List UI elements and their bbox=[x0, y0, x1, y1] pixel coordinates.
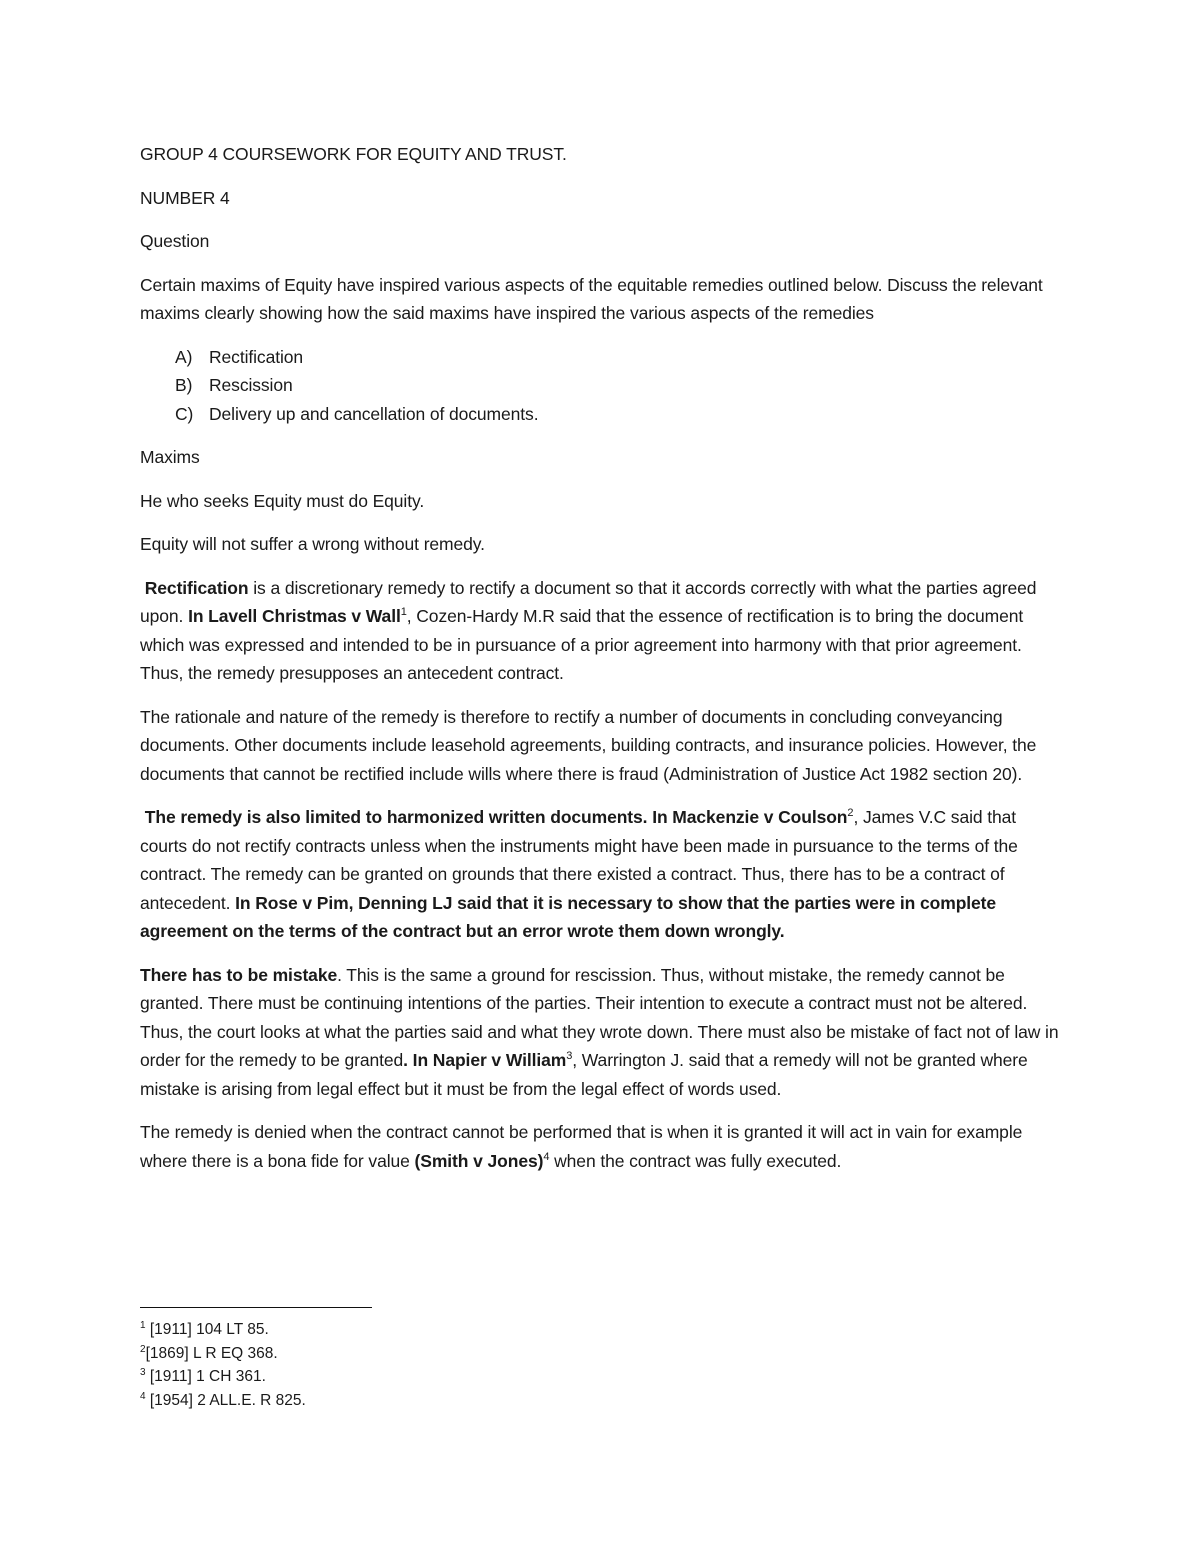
footnote-number: 4 bbox=[140, 1390, 146, 1402]
paragraph-text: The remedy is denied when the contract cannot be performed that is when it is granted it will act in vain for example where there is a bona fide for value bbox=[140, 1122, 1023, 1171]
case-name: . In Napier v William bbox=[403, 1050, 567, 1070]
paragraph-rectification bbox=[140, 574, 1060, 688]
question-number: NUMBER 4 bbox=[140, 187, 230, 208]
paragraph-text: , James V.C said that courts do not rectify contracts unless when the instruments might have been made in pursuance to the terms of the contract. The remedy can be granted on grounds that there existed a contract. Thus, there has to be a contract of antecedent. bbox=[140, 807, 1018, 913]
document-title: GROUP 4 COURSEWORK FOR EQUITY AND TRUST. bbox=[140, 144, 567, 164]
footnotes bbox=[140, 1318, 306, 1412]
footnote bbox=[140, 1389, 306, 1413]
footnote-separator bbox=[140, 1307, 372, 1308]
maxim-1: He who seeks Equity must do Equity. bbox=[140, 490, 425, 511]
list-item bbox=[140, 343, 1060, 372]
footnote-text: [1911] 104 LT 85. bbox=[145, 1321, 269, 1338]
footnote bbox=[140, 1342, 306, 1366]
footnote-text: [1869] L R EQ 368. bbox=[145, 1344, 278, 1362]
footnote-text: [1911] 1 CH 361. bbox=[145, 1368, 266, 1385]
question-heading: Question bbox=[140, 231, 210, 251]
footnote-number: 2 bbox=[140, 1343, 146, 1355]
question-text: Certain maxims of Equity have inspired various aspects of the equitable remedies outlined below. Discuss the relevant maxims clearly showing how the said maxims have inspired the various aspects of the remedies bbox=[140, 274, 1043, 323]
footnote bbox=[140, 1365, 306, 1389]
footnote-text: [1954] 2 ALL.E. R 825. bbox=[145, 1391, 306, 1409]
footnote-ref[interactable]: 2 bbox=[847, 807, 854, 820]
footnote-number: 3 bbox=[140, 1366, 146, 1378]
list-marker: A) bbox=[175, 346, 193, 367]
list-item bbox=[140, 371, 1060, 400]
paragraph-text: when the contract was fully executed. bbox=[549, 1150, 842, 1171]
document-body bbox=[140, 140, 1060, 1175]
list-item bbox=[140, 400, 1060, 429]
case-name: In Lavell Christmas v Wall bbox=[188, 606, 401, 626]
maxim-2: Equity will not suffer a wrong without remedy. bbox=[140, 534, 485, 554]
footnote-ref[interactable]: 1 bbox=[400, 606, 407, 619]
maxims-heading: Maxims bbox=[140, 447, 200, 467]
bold-term: Rectification bbox=[144, 577, 249, 598]
bold-term: There has to be mistake bbox=[140, 964, 338, 985]
list-marker: B) bbox=[175, 375, 193, 395]
footnote-ref[interactable]: 4 bbox=[543, 1150, 550, 1163]
paragraph-text: , Cozen-Hardy M.R said that the essence of rectification is to bring the document which was expressed and intended to be in pursuance of a prior agreement into harmony with that prior agreement. Thus, the remedy presupposes an antecedent contract. bbox=[140, 606, 1024, 683]
bold-statement: The remedy is also limited to harmonized written documents. In Mackenzie v Coulson bbox=[144, 807, 848, 827]
footnote-ref[interactable]: 3 bbox=[566, 1050, 573, 1063]
paragraph-text: . This is the same a ground for rescission. Thus, without mistake, the remedy cannot be granted. There must be continuing intentions of the parties. Their intention to execute a contract must not be altered. Thus, the court looks at what the parties said and what they wrote down. There must also be mistake of fact not of law in order for the remedy to be granted bbox=[140, 964, 1059, 1070]
list-item-text: Rescission bbox=[209, 375, 293, 395]
bold-statement: In Rose v Pim, Denning LJ said that it is necessary to show that the parties were in complete agreement on the terms of the contract but an error wrote them down wrongly. bbox=[140, 892, 997, 941]
paragraph-limitation bbox=[140, 803, 1060, 946]
paragraph-mistake bbox=[140, 961, 1060, 1104]
case-name: (Smith v Jones) bbox=[414, 1150, 544, 1171]
list-item-text: Delivery up and cancellation of documents. bbox=[209, 403, 539, 424]
paragraph-denial bbox=[140, 1118, 1060, 1175]
paragraph-rationale: The rationale and nature of the remedy is therefore to rectify a number of documents in concluding conveyancing documents. Other documents include leasehold agreements, building contracts, and insurance policies. However, the documents that cannot be rectified include wills where there is fraud (Administration of Justice Act 1982 section 20). bbox=[140, 706, 1037, 784]
footnote bbox=[140, 1318, 306, 1342]
paragraph-text: is a discretionary remedy to rectify a document so that it accords correctly with what the parties agreed upon. bbox=[140, 577, 1037, 626]
list-item-text: Rectification bbox=[209, 346, 304, 367]
list-marker: C) bbox=[175, 403, 194, 424]
paragraph-text: , Warrington J. said that a remedy will not be granted where mistake is arising from legal effect but it must be from the legal effect of words used. bbox=[140, 1050, 1028, 1099]
remedies-list bbox=[140, 343, 1060, 429]
footnote-number: 1 bbox=[140, 1319, 146, 1331]
